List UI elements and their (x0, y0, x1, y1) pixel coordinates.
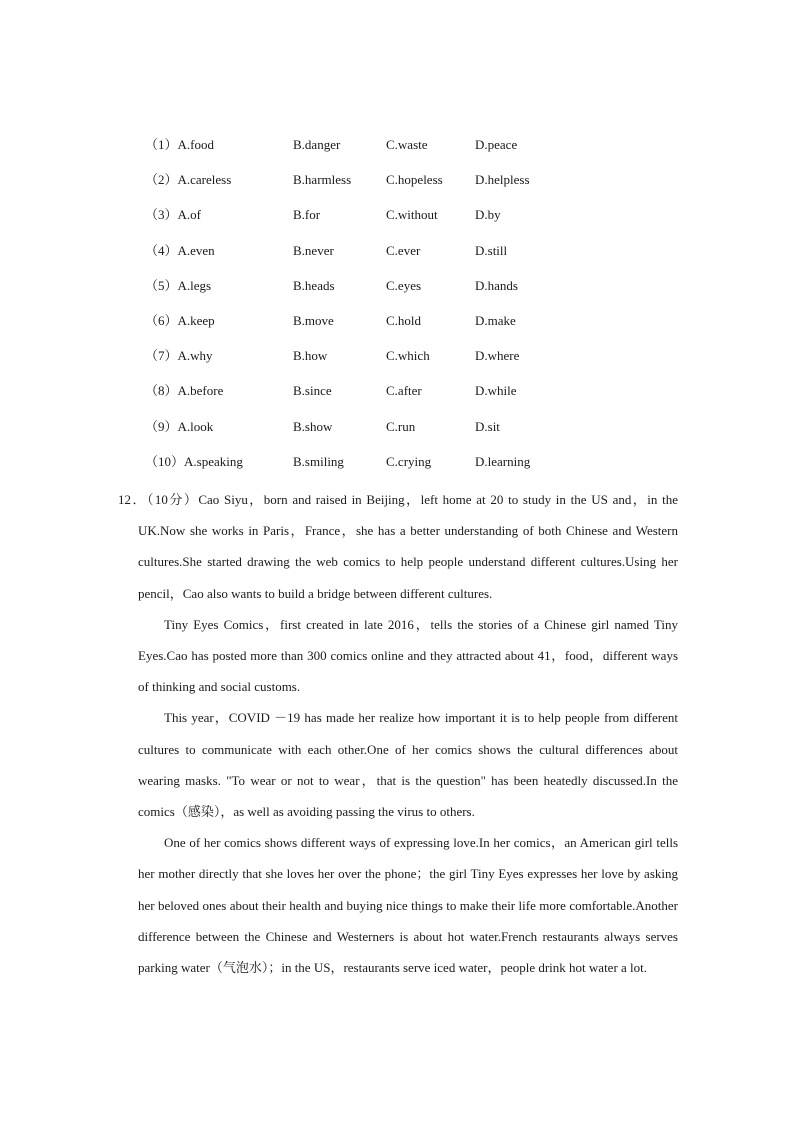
question-12 (118, 484, 678, 983)
option-d: D.sit (475, 418, 500, 434)
option-d: D.make (475, 312, 516, 328)
option-a: （2）A.careless (145, 172, 232, 188)
option-c: C.crying (386, 453, 432, 469)
option-b: B.harmless (293, 172, 352, 188)
option-list (145, 136, 665, 488)
option-row-3 (145, 206, 665, 241)
option-c: C.after (386, 383, 422, 399)
option-d: D.peace (475, 137, 518, 152)
option-row-7 (145, 347, 665, 382)
option-c: C.which (386, 348, 430, 364)
option-b: B.smiling (293, 453, 344, 469)
option-a: （4）A.even (145, 242, 215, 258)
option-b: B.since (293, 383, 332, 399)
option-c: C.hopeless (386, 172, 443, 188)
option-row-10 (145, 453, 665, 488)
option-row-8 (145, 382, 665, 417)
option-b: B.move (293, 312, 334, 328)
option-c: C.eyes (386, 277, 422, 293)
option-a: （10）A.speaking (145, 453, 243, 469)
option-d: D.while (475, 383, 517, 399)
question-number: 12．（10分） (118, 492, 199, 507)
option-a: （6）A.keep (145, 312, 215, 328)
option-b: B.for (293, 207, 321, 223)
question-paragraph-2: Tiny Eyes Comics，first created in late 2016，tells the stories of a Chinese girl named Tiny Eyes.Cao has posted more than 300 comics online and they attracted about 41，food，different ways of thinking and social customs. (138, 616, 678, 695)
question-paragraph-3: This year，COVID －19 has made her realize how important it is to help people from different cultures to communicate with each other.One of her comics shows the cultural differences about wearing masks. "To wear or not to wear，that is the question" has been heatedly discussed.In the comics（感染），as well as avoiding passing the virus to others. (138, 710, 678, 820)
option-a: （9）A.look (145, 418, 214, 434)
option-b: B.danger (293, 137, 341, 152)
option-a: （8）A.before (145, 383, 224, 399)
option-a: （3）A.of (145, 207, 201, 223)
option-a: （5）A.legs (145, 277, 212, 293)
option-d: D.where (475, 348, 520, 364)
option-a: （1）A.food (145, 137, 214, 152)
option-b: B.never (293, 242, 334, 258)
option-b: B.show (293, 418, 333, 434)
question-paragraph-1 (118, 484, 678, 609)
option-row-5 (145, 277, 665, 312)
option-d: D.learning (475, 453, 531, 469)
option-c: C.ever (386, 242, 421, 258)
option-b: B.how (293, 348, 328, 364)
option-b: B.heads (293, 277, 335, 293)
option-row-4 (145, 242, 665, 277)
option-row-1 (145, 136, 665, 171)
option-d: D.helpless (475, 172, 530, 188)
paragraph-text: Cao Siyu，born and raised in Beijing，left home at 20 to study in the US and，in the UK.Now she works in Paris，France，she has a better understanding of both Chinese and Western cultures.She started drawing the web comics to help people understand different cultures.Using her pencil，Cao also wants to build a bridge between different cultures. (138, 492, 678, 601)
question-paragraph-4: One of her comics shows different ways of expressing love.In her comics，an American girl tells her mother directly that she loves her over the phone；the girl Tiny Eyes expresses her love by asking her beloved ones about their health and buying nice things to make their life more comfortable.Another difference between the Chinese and Westerners is about hot water.French restaurants always serves parking water（气泡水）；in the US，restaurants serve iced water，people drink hot water a lot. (138, 835, 678, 976)
option-c: C.run (386, 418, 416, 434)
option-c: C.waste (386, 137, 428, 152)
option-row-6 (145, 312, 665, 347)
option-d: D.by (475, 207, 501, 223)
option-a: （7）A.why (145, 348, 213, 364)
option-c: C.hold (386, 312, 422, 328)
option-c: C.without (386, 207, 438, 223)
option-row-9 (145, 418, 665, 453)
option-row-2 (145, 171, 665, 206)
option-d: D.still (475, 242, 508, 258)
option-d: D.hands (475, 277, 518, 293)
